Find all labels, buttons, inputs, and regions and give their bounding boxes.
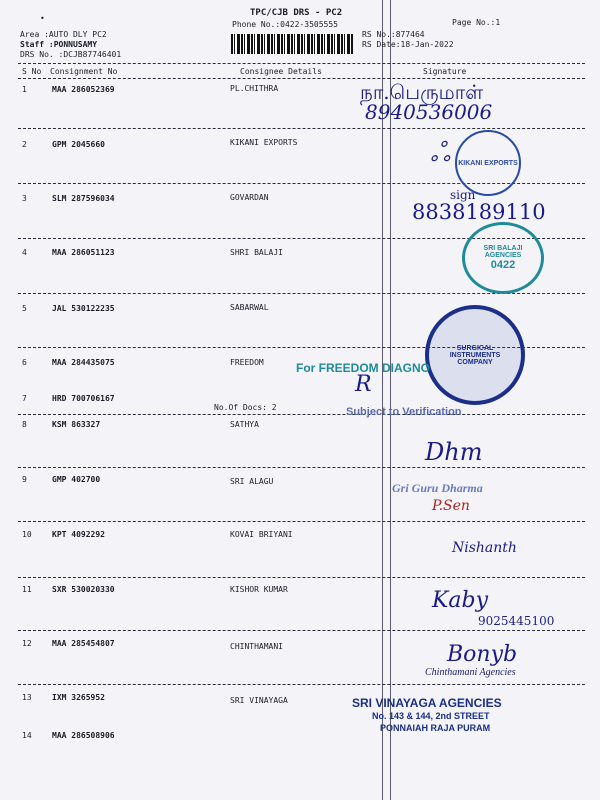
report-title: TPC/CJB DRS - PC2: [250, 8, 343, 18]
row-sno: 5: [22, 304, 27, 313]
row-sno: 3: [22, 194, 27, 203]
area-label: Area :AUTO DLY PC2: [20, 30, 107, 39]
row-sno: 8: [22, 420, 27, 429]
row-consignee: SATHYA: [230, 420, 259, 429]
divider: [18, 577, 585, 578]
company-stamp: SURGICAL INSTRUMENTS COMPANY: [425, 305, 525, 405]
row-sno: 6: [22, 358, 27, 367]
row-consignment: MAA 285454807: [52, 639, 115, 648]
signature-8: Dhm: [425, 438, 483, 466]
rs-number: RS No.:877464: [362, 30, 425, 39]
row-consignment: GMP 402700: [52, 475, 101, 484]
row-sno: 9: [22, 475, 27, 484]
divider: [18, 63, 585, 64]
signature-3-phone: 8838189110: [412, 200, 546, 224]
row-consignee: KOVAI BRIYANI: [230, 530, 293, 539]
signature-3-mark: sign: [450, 188, 476, 202]
staff-label: Staff :PONNUSAMY: [20, 40, 98, 49]
row-consignment: HRD 700706167: [52, 394, 115, 403]
row-consignment: KSM 863327: [52, 420, 101, 429]
barcode: [231, 34, 353, 54]
row-consignment: MAA 286052369: [52, 85, 115, 94]
row-consignment: SLM 287596034: [52, 194, 115, 203]
row-consignee: PL.CHITHRA: [230, 84, 279, 93]
divider: [18, 78, 585, 79]
row-consignment: GPM 2045660: [52, 140, 105, 149]
drs-number: DRS No. :DCJB87746401: [20, 50, 122, 59]
divider: [18, 630, 585, 631]
verification-stamp: Subject to Verification: [346, 406, 462, 418]
row-sno: 2: [22, 140, 27, 149]
row-sno: 10: [22, 530, 32, 539]
row-consignment: IXM 3265952: [52, 693, 105, 702]
signature-6: R: [355, 372, 372, 397]
row-consignment: MAA 284435075: [52, 358, 115, 367]
row-consignment: SXR 530020330: [52, 585, 115, 594]
row-consignee: SRI ALAGU: [230, 477, 274, 486]
row-consignee: KISHOR KUMAR: [230, 585, 288, 594]
mark: •: [40, 14, 45, 23]
row-consignee: GOVARDAN: [230, 193, 269, 202]
row-sno: 7: [22, 394, 27, 403]
signature-1-phone: 8940536006: [365, 100, 493, 124]
row-consignee: SABARWAL: [230, 303, 269, 312]
rs-date: RS Date:18-Jan-2022: [362, 40, 454, 49]
row-consignment: KPT 4092292: [52, 530, 105, 539]
row-sno: 13: [22, 693, 32, 702]
row-consignment: MAA 286051123: [52, 248, 115, 257]
vinayaga-stamp-line3: PONNAIAH RAJA PURAM: [380, 723, 491, 733]
row-sno: 11: [22, 585, 32, 594]
row-sno: 1: [22, 85, 27, 94]
signature-11: Kaby: [432, 588, 489, 613]
col-consignee: Consignee Details: [240, 67, 322, 76]
row-consignee: CHINTHAMANI: [230, 642, 283, 651]
divider: [18, 684, 585, 685]
kikani-stamp: KIKANI EXPORTS: [455, 130, 521, 196]
row-sno: 4: [22, 248, 27, 257]
signature-12: Bonyb: [447, 642, 518, 667]
row-consignment: MAA 286508906: [52, 731, 115, 740]
signature-9: P.Sen: [432, 498, 470, 514]
chinthamani-stamp: Chinthamani Agencies: [425, 667, 516, 678]
freedom-stamp: For FREEDOM DIAGNO: [296, 361, 430, 375]
divider: [18, 414, 585, 415]
signature-11-phone: 9025445100: [478, 614, 555, 628]
page-number: Page No.:1: [452, 18, 501, 27]
gurudharma-stamp: Gri Guru Dharma: [392, 481, 483, 495]
no-of-docs: No.Of Docs: 2: [214, 403, 277, 412]
col-consignment: Consignment No: [50, 67, 118, 76]
row-consignee: KIKANI EXPORTS: [230, 138, 298, 147]
row-consignment: JAL 530122235: [52, 304, 115, 313]
col-sno: S No: [22, 67, 42, 76]
signature-10: Nishanth: [452, 540, 517, 556]
row-consignee: FREEDOM: [230, 358, 264, 367]
row-consignee: SRI VINAYAGA: [230, 696, 288, 705]
balaji-stamp: SRI BALAJI AGENCIES 0422: [462, 222, 544, 294]
vinayaga-stamp-line1: SRI VINAYAGA AGENCIES: [352, 696, 502, 710]
col-signature: Signature: [423, 67, 467, 76]
divider: [18, 521, 585, 522]
vinayaga-stamp-line2: No. 143 & 144, 2nd STREET: [372, 711, 490, 721]
signature-2: ஃ: [430, 138, 451, 168]
row-consignee: SHRI BALAJI: [230, 248, 283, 257]
phone-number: Phone No.:0422-3505555: [232, 20, 338, 29]
divider: [18, 467, 585, 468]
row-sno: 14: [22, 731, 32, 740]
divider: [18, 128, 585, 129]
row-sno: 12: [22, 639, 32, 648]
signature-1-name: நா.பெருமாள்: [360, 80, 484, 104]
